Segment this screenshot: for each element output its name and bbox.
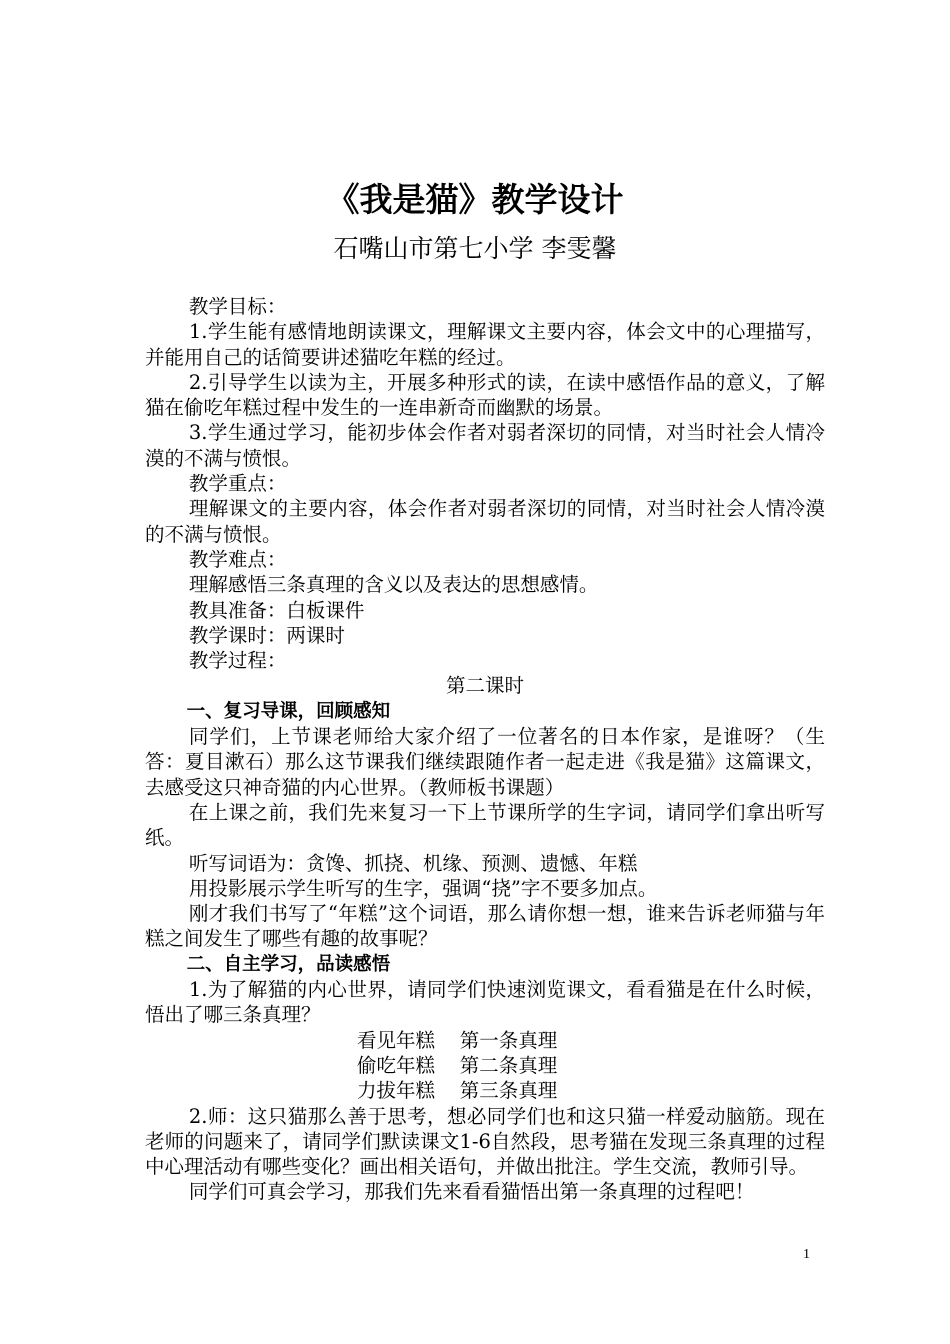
difficulties-text: 理解感悟三条真理的含义以及表达的思想感情。 (188, 573, 599, 597)
section-1-paragraph: 同学们，上节课老师给大家介绍了一位著名的日本作家，是谁呀？（生答：夏目漱石）那么这节课我们继续跟随作者一起走进《我是猫》这篇课文，去感受这只神奇猫的内心世界。（教师板书课题） (145, 725, 825, 799)
objectives-label: 教学目标： (188, 295, 287, 318)
section-1-paragraph: 刚才我们书写了“年糕”这个词语，那么请你想一想，谁来告诉老师猫与年糕之间发生了哪些有趣的故事呢？ (145, 902, 825, 951)
document-author: 石嘴山市第七小学 李雯馨 (333, 234, 617, 263)
truth-line: 偷吃年糕 第二条真理 (357, 1053, 558, 1077)
teaching-aids: 教具准备：白板课件 (188, 598, 365, 622)
key-points-text: 理解课文的主要内容，体会作者对弱者深切的同情，对当时社会人情冷漠的不满与愤恨。 (145, 497, 825, 546)
section-1-heading: 一、复习导课，回顾感知 (186, 700, 391, 722)
section-2-paragraph: 2.师：这只猫那么善于思考，想必同学们也和这只猫一样爱动脑筋。现在老师的问题来了，请同学们默读课文1-6自然段，思考猫在发现三条真理的过程中心理活动有哪些变化？画出相关语句，并做出批注。学生交流，教师引导。 (145, 1104, 825, 1179)
key-points-label: 教学重点： (188, 472, 287, 496)
section-1-paragraph: 在上课之前，我们先来复习一下上节课所学的生字词，请同学们拿出听写纸。 (145, 800, 825, 850)
class-hours: 教学课时：两课时 (188, 623, 345, 647)
section-2-paragraph: 同学们可真会学习，那我们先来看看猫悟出第一条真理的过程吧！ (188, 1180, 755, 1204)
objective-3: 3.学生通过学习，能初步体会作者对弱者深切的同情，对当时社会人情冷漠的不满与愤恨。 (145, 421, 825, 470)
section-2-heading: 二、自主学习，品读感悟 (186, 953, 391, 975)
process-label: 教学过程： (188, 649, 287, 673)
document-body (145, 294, 825, 1205)
page-number: 1 (803, 1247, 810, 1262)
lesson-label: 第二课时 (445, 674, 524, 698)
objective-1: 1.学生能有感情地朗读课文，理解课文主要内容，体会文中的心理描写，并能用自己的话简要讲述猫吃年糕的经过。 (145, 320, 825, 369)
section-1-paragraph: 听写词语为：贪馋、抓挠、机缘、预测、遗憾、年糕 (188, 851, 638, 875)
difficulties-label: 教学难点： (188, 547, 287, 571)
truth-line: 看见年糕 第一条真理 (357, 1028, 558, 1052)
truth-line: 力拔年糕 第三条真理 (357, 1079, 558, 1103)
section-2-paragraph: 1.为了解猫的内心世界，请同学们快速浏览课文，看看猫是在什么时候，悟出了哪三条真理？ (145, 978, 825, 1027)
objective-2: 2.引导学生以读为主，开展多种形式的读，在读中感悟作品的意义，了解猫在偷吃年糕过程中发生的一连串新奇而幽默的场景。 (145, 370, 825, 420)
document-title: 《我是猫》教学设计 (326, 180, 624, 219)
section-1-paragraph: 用投影展示学生听写的生字，强调“挠”字不要多加点。 (188, 876, 658, 900)
